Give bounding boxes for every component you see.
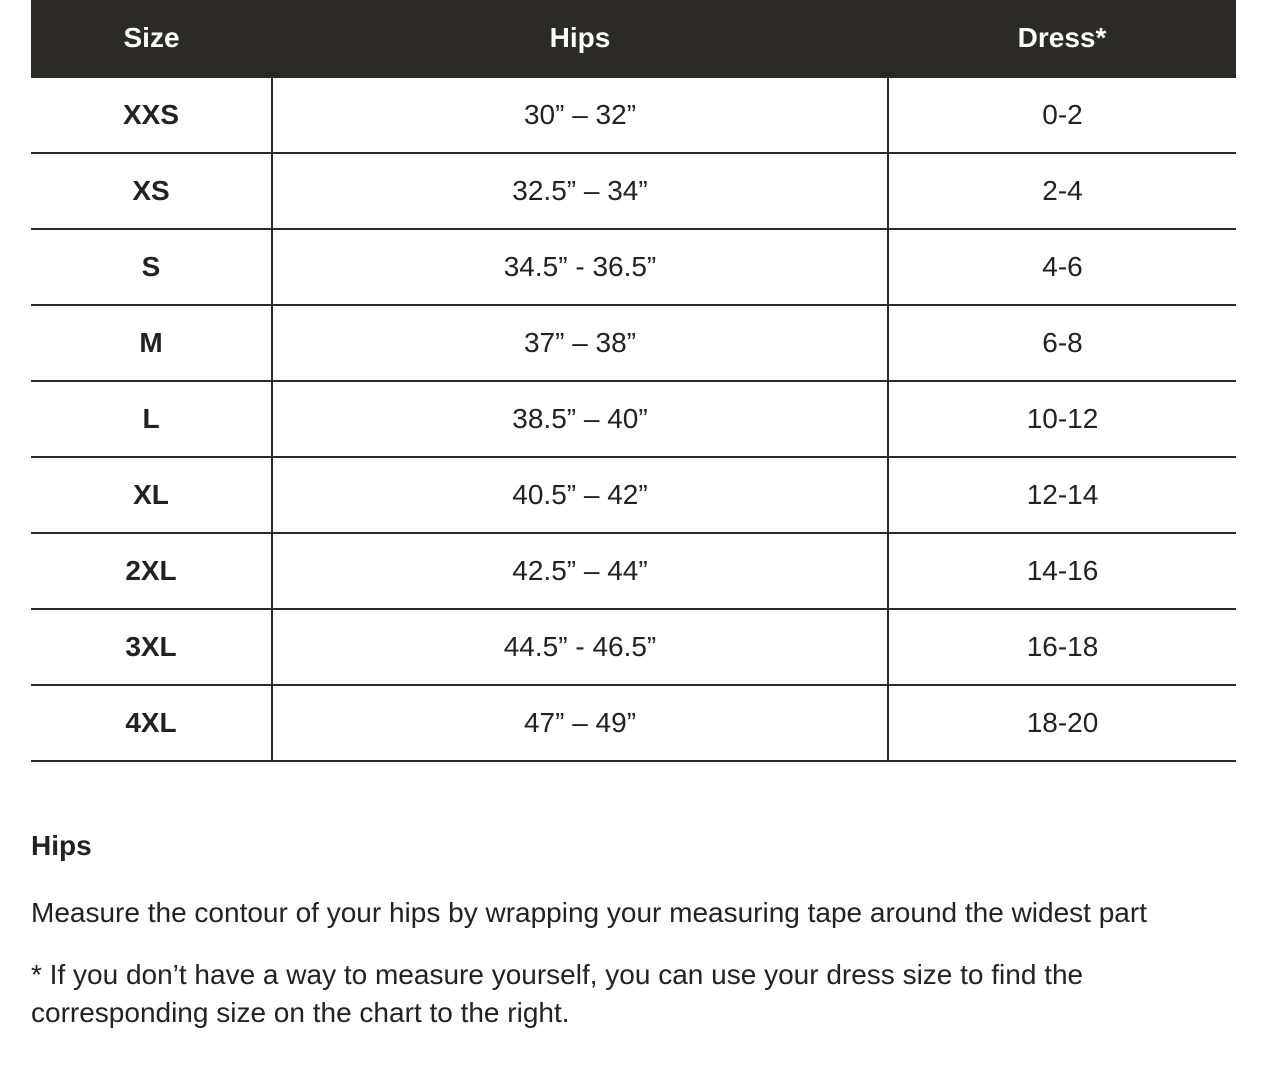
hips-cell: 47” – 49”: [272, 685, 888, 761]
size-cell: 2XL: [31, 533, 272, 609]
hips-cell: 38.5” – 40”: [272, 381, 888, 457]
size-cell: L: [31, 381, 272, 457]
size-cell: XXS: [31, 77, 272, 153]
dress-cell: 6-8: [888, 305, 1236, 381]
hips-cell: 30” – 32”: [272, 77, 888, 153]
header-size: Size: [31, 0, 272, 77]
header-dress: Dress*: [888, 0, 1236, 77]
footnote: * If you don’t have a way to measure yourself, you can use your dress size to find the corresponding size on the chart to the right.: [31, 959, 1084, 1028]
table-row: [31, 533, 1236, 609]
dress-cell: 0-2: [888, 77, 1236, 153]
table-row: [31, 229, 1236, 305]
table-row: [31, 609, 1236, 685]
dress-cell: 10-12: [888, 381, 1236, 457]
size-cell: 3XL: [31, 609, 272, 685]
dress-cell: 18-20: [888, 685, 1236, 761]
hips-cell: 44.5” - 46.5”: [272, 609, 888, 685]
size-cell: XS: [31, 153, 272, 229]
size-chart-table: [31, 0, 1236, 762]
table-body: [31, 77, 1236, 761]
hips-cell: 37” – 38”: [272, 305, 888, 381]
header-hips: Hips: [272, 0, 888, 77]
hips-cell: 34.5” - 36.5”: [272, 229, 888, 305]
table-row: [31, 457, 1236, 533]
dress-cell: 2-4: [888, 153, 1236, 229]
table-row: [31, 305, 1236, 381]
table-row: [31, 381, 1236, 457]
dress-cell: 14-16: [888, 533, 1236, 609]
table-row: [31, 153, 1236, 229]
measure-instructions: Measure the contour of your hips by wrapping your measuring tape around the widest part: [31, 897, 1147, 928]
size-cell: S: [31, 229, 272, 305]
hips-cell: 32.5” – 34”: [272, 153, 888, 229]
hips-cell: 40.5” – 42”: [272, 457, 888, 533]
notes-heading: Hips: [31, 830, 92, 861]
table-row: [31, 685, 1236, 761]
dress-cell: 16-18: [888, 609, 1236, 685]
size-cell: 4XL: [31, 685, 272, 761]
size-cell: M: [31, 305, 272, 381]
dress-cell: 4-6: [888, 229, 1236, 305]
measurement-notes: [31, 828, 1231, 1056]
table-header: [31, 0, 1236, 77]
size-cell: XL: [31, 457, 272, 533]
header-row: [31, 0, 1236, 77]
hips-cell: 42.5” – 44”: [272, 533, 888, 609]
table-row: [31, 77, 1236, 153]
dress-cell: 12-14: [888, 457, 1236, 533]
